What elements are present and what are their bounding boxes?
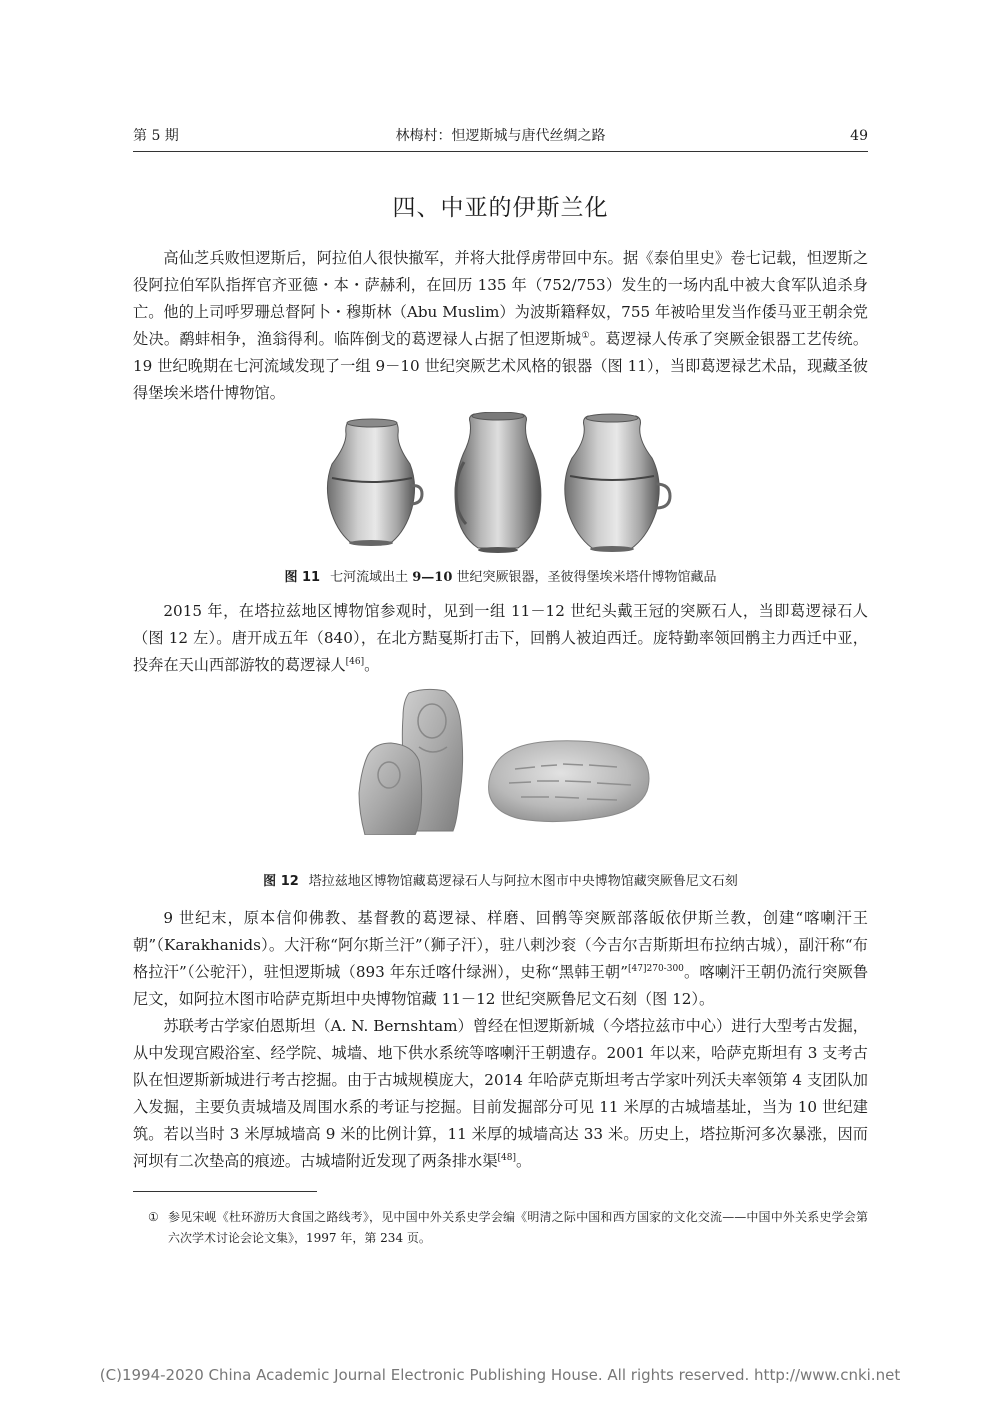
paragraph-2-text: 2015 年，在塔拉兹地区博物馆参观时，见到一组 11－12 世纪头戴王冠的突厥石人，当即葛逻禄石人（图 12 左）。唐开成五年（840），在北方黠戛斯打击下，回鹘人被迫西迁。庞特勤率领回鹘主力西迁中亚，投奔在天山西部游牧的葛逻禄人 <box>133 602 868 674</box>
page-number: 49 <box>850 128 868 144</box>
paragraph-3 <box>133 905 868 1013</box>
paragraph-1-text: 高仙芝兵败怛逻斯后，阿拉伯人很快撤军，并将大批俘虏带回中东。据《泰伯里史》卷七记载，怛逻斯之役阿拉伯军队指挥官齐亚德・本・萨赫利，在回历 135 年（752/753）发生的一场内乱中被大食军队追杀身亡。他的上司呼罗珊总督阿卜・穆斯林（Abu Muslim）为波斯籍释奴，755 年被哈里发当作倭马亚王朝余党处决。鹬蚌相争，渔翁得利。临阵倒戈的葛逻禄人占据了怛逻斯城 <box>133 249 868 348</box>
figure-11-caption-pre: 七河流域出土 <box>330 570 413 585</box>
vessel-right <box>565 414 670 552</box>
paragraph-4-tail: 。 <box>515 1152 532 1170</box>
running-header <box>133 124 868 148</box>
runic-inscription-stone <box>489 741 649 822</box>
paragraph-2-tail: 。 <box>364 656 380 674</box>
citation-ref[interactable]: [46] <box>345 656 365 667</box>
vessel-left <box>327 419 422 546</box>
figure-11-caption-bold: 9—10 <box>412 570 453 585</box>
vessel-middle <box>455 412 541 553</box>
figure-11-silver-vessels <box>318 412 688 557</box>
stone-figure-short <box>359 743 422 835</box>
copyright-notice: (C)1994-2020 China Academic Journal Electronic Publishing House. All rights reserved. http://www.cnki.net <box>99 1366 901 1384</box>
figure-12-stone-carvings <box>355 687 650 835</box>
paragraph-1 <box>133 245 868 407</box>
figure-11-caption-post: 世纪突厥银器，圣彼得堡埃米塔什博物馆藏品 <box>452 570 717 585</box>
figure-12-caption-text: 塔拉兹地区博物馆藏葛逻禄石人与阿拉木图市中央博物馆藏突厥鲁尼文石刻 <box>308 874 738 889</box>
footnote-rule <box>133 1191 317 1192</box>
citation-ref[interactable]: [48] <box>497 1152 516 1163</box>
footnote-marker: ① <box>148 1210 159 1224</box>
figure-11-caption <box>133 568 868 588</box>
citation-ref[interactable]: [47]270-300 <box>628 963 684 974</box>
header-rule <box>133 151 868 152</box>
paragraph-4 <box>133 1013 868 1175</box>
footnote <box>148 1207 868 1249</box>
paragraph-2 <box>133 598 868 679</box>
footnote-text: 参见宋岘《杜环游历大食国之路线考》，见中国中外关系史学会编《明清之际中国和西方国家的文化交流——中国中外关系史学会第六次学术讨论会论文集》，1997 年，第 234 页。 <box>168 1210 868 1245</box>
paragraph-4-text: 苏联考古学家伯恩斯坦（A. N. Bernshtam）曾经在怛逻斯新城（今塔拉兹市中心）进行大型考古发掘，从中发现宫殿浴室、经学院、城墙、地下供水系统等喀喇汗王朝遗存。2001 年以来，哈萨克斯坦有 3 支考古队在怛逻斯新城进行考古挖掘。由于古城规模庞大，2014 年哈萨克斯坦考古学家叶列沃夫率领第 4 支团队加入发掘，主要负责城墙及周围水系的考证与挖掘。目前发掘部分可见 11 米厚的古城墙基址，当为 10 世纪建筑。若以当时 3 米厚城墙高 9 米的比例计算，11 米厚的城墙高达 33 米。历史上，塔拉斯河多次暴涨，因而河坝有二次垫高的痕迹。古城墙附近发现了两条排水渠 <box>133 1017 868 1170</box>
footnote-ref[interactable]: ① <box>581 330 590 341</box>
section-title: 四、中亚的伊斯兰化 <box>392 195 609 221</box>
figure-12-label: 图 12 <box>263 874 299 889</box>
figure-11-label: 图 11 <box>284 570 321 585</box>
paragraph-1-tail: 。葛逻禄人传承了突厥金银器工艺传统。19 世纪晚期在七河流域发现了一组 9－10 世纪突厥艺术风格的银器（图 11），当即葛逻禄艺术品，现藏圣彼得堡埃米塔什博物馆。 <box>133 330 869 402</box>
running-title: 林梅村：怛逻斯城与唐代丝绸之路 <box>395 128 606 144</box>
issue-number: 第 5 期 <box>133 128 179 144</box>
figure-12-caption <box>133 872 868 892</box>
paragraph-3-tail: 。喀喇汗王朝仍流行突厥鲁尼文，如阿拉木图市哈萨克斯坦中央博物馆藏 11－12 世纪突厥鲁尼文石刻（图 12）。 <box>133 963 869 1008</box>
paragraph-3-text: 9 世纪末，原本信仰佛教、基督教的葛逻禄、样磨、回鹘等突厥部落皈依伊斯兰教，创建“喀喇汗王朝”（Karakhanids）。大汗称“阿尔斯兰汗”（狮子汗），驻八剌沙衮（今吉尔吉斯斯坦布拉纳古城），副汗称“布格拉汗”（公驼汗），驻怛逻斯城（893 年东迁喀什绿洲），史称“黑韩王朝” <box>133 909 868 981</box>
